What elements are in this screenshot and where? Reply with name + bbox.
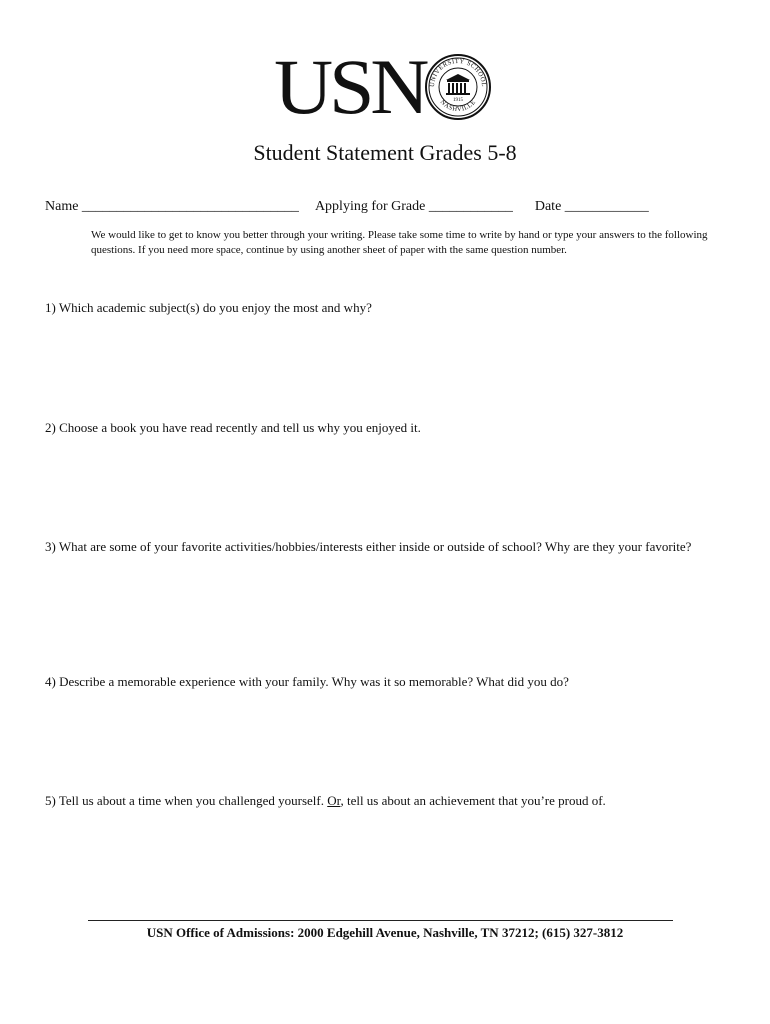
question-1: 1) Which academic subject(s) do you enjoy the most and why? [45,300,372,315]
question-5 [45,793,705,809]
question-5-or: Or [327,793,341,808]
university-seal-icon [424,53,492,121]
grade-field[interactable]: Applying for Grade ____________ [314,199,513,214]
seal-bottom-text: NASHVILLE [438,98,478,114]
usn-logo [274,43,492,130]
seal-year: 1915 [453,98,464,103]
question-2: 2) Choose a book you have read recently and tell us why you enjoyed it. [45,420,421,435]
name-field[interactable]: Name _______________________________ [45,199,299,214]
applicant-info-row [45,199,649,215]
date-field[interactable]: Date ____________ [534,199,649,214]
question-4: 4) Describe a memorable experience with your family. Why was it so memorable? What did you do? [45,674,569,689]
logo-wordmark: USN [274,43,426,130]
question-5-part2: , tell us about an achievement that you’re proud of. [340,793,606,808]
page-title: Student Statement Grades 5-8 [253,140,517,165]
question-3: 3) What are some of your favorite activities/hobbies/interests either inside or outside of school? Why are they your favorite? [45,539,692,554]
intro-paragraph: We would like to get to know you better through your writing. Please take some time to write by hand or type your answers to the following questions. If you need more space, continue by using another sheet of paper with the same question number. [91,229,708,256]
footer-address: USN Office of Admissions: 2000 Edgehill Avenue, Nashville, TN 37212; (615) 327-3812 [146,925,624,940]
question-5-part1: 5) Tell us about a time when you challenged yourself. [45,793,328,808]
seal-top-text: UNIVERSITY SCHOOL [428,57,488,88]
footer-divider [88,920,673,921]
